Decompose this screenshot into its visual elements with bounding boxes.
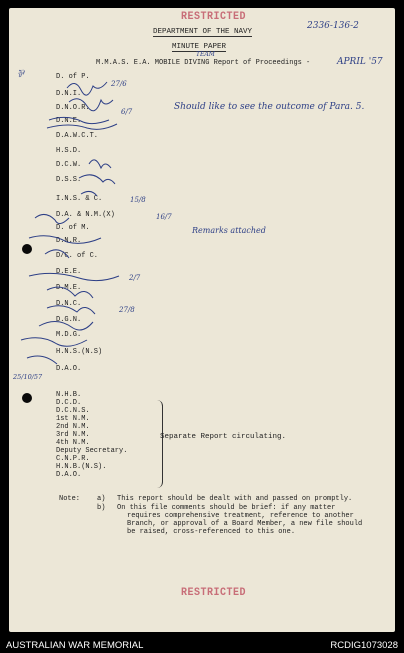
circulation-item: D.C.N.S.: [56, 407, 90, 415]
routing-item: D.C.W.: [56, 161, 82, 169]
margin-mark: ⅌: [17, 69, 24, 80]
routing-item: D.N.O.R.: [56, 104, 90, 112]
minute-paper: [9, 8, 395, 632]
note-b-line-2: requires comprehensive treatment, reference to another: [127, 512, 354, 520]
routing-item: D.N.C.: [56, 300, 82, 308]
initial-2: 6/7: [121, 108, 133, 116]
routing-item: D.E.E.: [56, 268, 82, 276]
restricted-stamp-top: RESTRICTED: [181, 11, 247, 24]
punch-hole-top: [22, 244, 32, 254]
footer-reference: RCDIG1073028: [330, 640, 398, 651]
team-note: TEAM: [196, 51, 215, 58]
routing-item: D.M.E.: [56, 284, 82, 292]
circulation-item: C.N.P.R.: [56, 455, 90, 463]
routing-item: H.S.D.: [56, 147, 82, 155]
routing-item: D. of P.: [56, 73, 90, 81]
note-a-marker: a): [97, 495, 106, 503]
routing-item: D.G.N.: [56, 316, 82, 324]
note-label: Note:: [59, 495, 81, 503]
circulation-item: 4th N.M.: [56, 439, 90, 447]
routing-item: D.A.W.C.T.: [56, 132, 99, 140]
annotation-note-1: Should like to see the outcome of Para. 5.: [174, 102, 365, 112]
file-number: 2336-136-2: [307, 21, 359, 31]
circulation-item: N.H.B.: [56, 391, 82, 399]
note-a-text: This report should be dealt with and passed on promptly.: [117, 495, 353, 503]
circulation-item: Deputy Secretary.: [56, 447, 128, 455]
routing-item: D.A.O.: [56, 365, 82, 373]
form-title: MINUTE PAPER: [172, 43, 227, 51]
routing-item: D.A. & N.M.(X): [56, 211, 115, 219]
footer-source: AUSTRALIAN WAR MEMORIAL: [6, 640, 144, 651]
circulation-item: D.A.O.: [56, 471, 82, 479]
note-b-line-1: On this file comments should be brief: if any matter: [117, 504, 336, 512]
list-brace: [156, 400, 163, 488]
circulation-item: D.C.D.: [56, 399, 82, 407]
circulation-item: 2nd N.M.: [56, 423, 90, 431]
routing-item: D. of M.: [56, 224, 90, 232]
initial-4: 16/7: [156, 213, 172, 221]
routing-item: D.S.S.: [56, 176, 82, 184]
initial-5: 27/8: [119, 306, 135, 314]
initial-6: 2/7: [129, 274, 141, 282]
department-heading: DEPARTMENT OF THE NAVY: [153, 28, 253, 36]
subject-line: [96, 59, 310, 67]
period: APRIL '57: [337, 57, 383, 67]
note-b-line-4: be raised, cross-referenced to this one.: [127, 528, 296, 536]
note-b-line-3: Branch, or approval of a Board Member, a new file should: [127, 520, 363, 528]
subject-suffix: Report of Proceedings -: [213, 59, 311, 67]
routing-item: D.N.E.: [56, 117, 82, 125]
initial-1: 27/6: [111, 80, 127, 88]
annotation-note-2: Remarks attached: [192, 226, 266, 235]
punch-hole-bottom: [22, 393, 32, 403]
archive-footer: [0, 638, 404, 653]
routing-item: D.N.R.: [56, 237, 82, 245]
restricted-stamp-bottom: RESTRICTED: [181, 587, 247, 600]
circulation-item: 3rd N.M.: [56, 431, 90, 439]
margin-date: 25/10/57: [13, 373, 43, 381]
routing-item: D/C. of C.: [56, 252, 99, 260]
initial-3: 15/8: [130, 196, 146, 204]
subject-prefix: M.M.A.S. E.A. MOBILE DIVING: [96, 59, 210, 67]
circulation-item: H.N.B.(N.S).: [56, 463, 107, 471]
circulation-item: 1st N.M.: [56, 415, 90, 423]
routing-item: I.N.S. & C.: [56, 195, 103, 203]
routing-item: D.N.I.: [56, 90, 82, 98]
separate-report-circulating: Separate Report circulating.: [160, 433, 287, 441]
routing-item: H.N.S.(N.S): [56, 348, 103, 356]
routing-item: M.D.G.: [56, 331, 82, 339]
note-b-marker: b): [97, 504, 106, 512]
